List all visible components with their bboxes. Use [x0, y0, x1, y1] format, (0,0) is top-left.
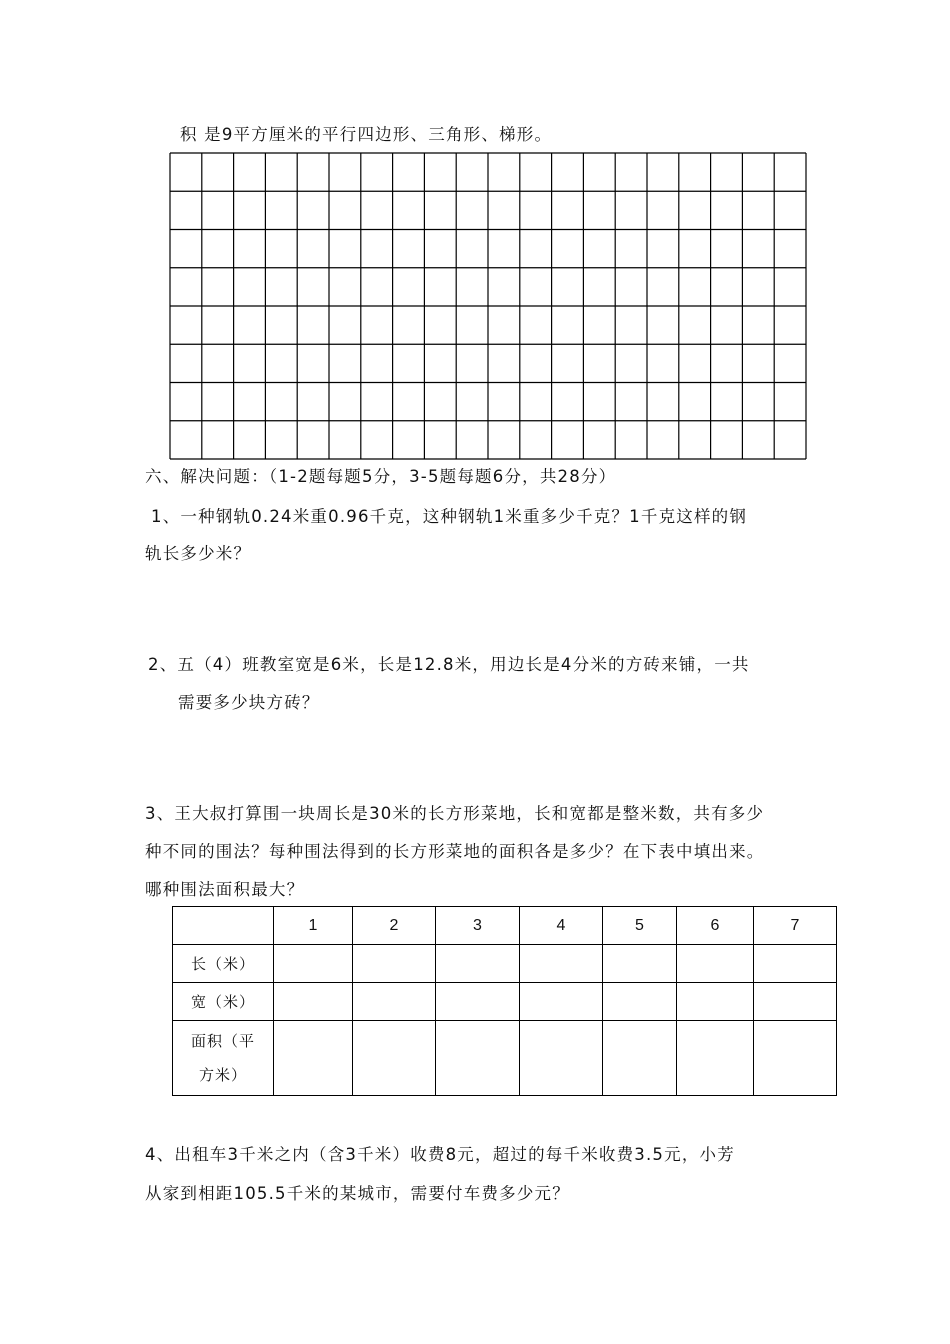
answer-cell[interactable] [677, 983, 754, 1021]
col-header: 7 [754, 907, 837, 945]
answer-cell[interactable] [436, 983, 520, 1021]
answer-cell[interactable] [603, 1021, 677, 1096]
row-label-width: 宽（米） [173, 983, 274, 1021]
answer-cell[interactable] [274, 983, 353, 1021]
row-label-length: 长（米） [173, 945, 274, 983]
col-header: 3 [436, 907, 520, 945]
answer-cell[interactable] [436, 945, 520, 983]
answer-cell[interactable] [603, 983, 677, 1021]
q4-line-1: 4、出租车3千米之内（含3千米）收费8元，超过的每千米收费3.5元，小芳 [145, 1145, 735, 1164]
answer-cell[interactable] [353, 983, 436, 1021]
answer-cell[interactable] [677, 945, 754, 983]
drawing-grid[interactable] [169, 152, 807, 460]
answer-cell[interactable] [754, 945, 837, 983]
q2-line-1: 2、五（4）班教室宽是6米，长是12.8米，用边长是4分米的方砖来铺，一共 [148, 655, 750, 674]
col-header: 6 [677, 907, 754, 945]
table-header-row [173, 907, 837, 945]
answer-cell[interactable] [603, 945, 677, 983]
answer-cell[interactable] [677, 1021, 754, 1096]
answer-cell[interactable] [274, 1021, 353, 1096]
col-header: 1 [274, 907, 353, 945]
q3-line-2: 种不同的围法？每种围法得到的长方形菜地的面积各是多少？在下表中填出来。 [145, 842, 765, 861]
section-heading: 六、解决问题：（1-2题每题5分，3-5题每题6分，共28分） [145, 467, 617, 486]
row-label-area [173, 1021, 274, 1096]
intro-text: 积 是9平方厘米的平行四边形、三角形、梯形。 [180, 125, 553, 144]
q1-line-1: 1、一种钢轨0.24米重0.96千克，这种钢轨1米重多少千克？1千克这样的钢 [151, 507, 748, 526]
q3-line-1: 3、王大叔打算围一块周长是30米的长方形菜地，长和宽都是整米数，共有多少 [145, 804, 765, 823]
answer-cell[interactable] [520, 945, 603, 983]
answer-cell[interactable] [520, 1021, 603, 1096]
answer-cell[interactable] [436, 1021, 520, 1096]
q4-line-2: 从家到相距105.5千米的某城市，需要付车费多少元？ [145, 1184, 570, 1203]
answer-cell[interactable] [520, 983, 603, 1021]
row-label-area-line1: 面积（平 [190, 1032, 255, 1050]
q2-line-2: 需要多少块方砖？ [178, 693, 320, 712]
row-label-area-line2: 方米） [198, 1066, 247, 1084]
fence-table [172, 906, 837, 1096]
answer-cell[interactable] [754, 1021, 837, 1096]
answer-cell[interactable] [274, 945, 353, 983]
col-header: 5 [603, 907, 677, 945]
answer-cell[interactable] [353, 1021, 436, 1096]
col-header: 4 [520, 907, 603, 945]
answer-cell[interactable] [754, 983, 837, 1021]
table-row-width [173, 983, 837, 1021]
col-header: 2 [353, 907, 436, 945]
table-row-area [173, 1021, 837, 1096]
table-corner-cell [173, 907, 274, 945]
q1-line-2: 轨长多少米？ [145, 544, 252, 563]
answer-cell[interactable] [353, 945, 436, 983]
table-row-length [173, 945, 837, 983]
q3-line-3: 哪种围法面积最大？ [145, 880, 305, 899]
